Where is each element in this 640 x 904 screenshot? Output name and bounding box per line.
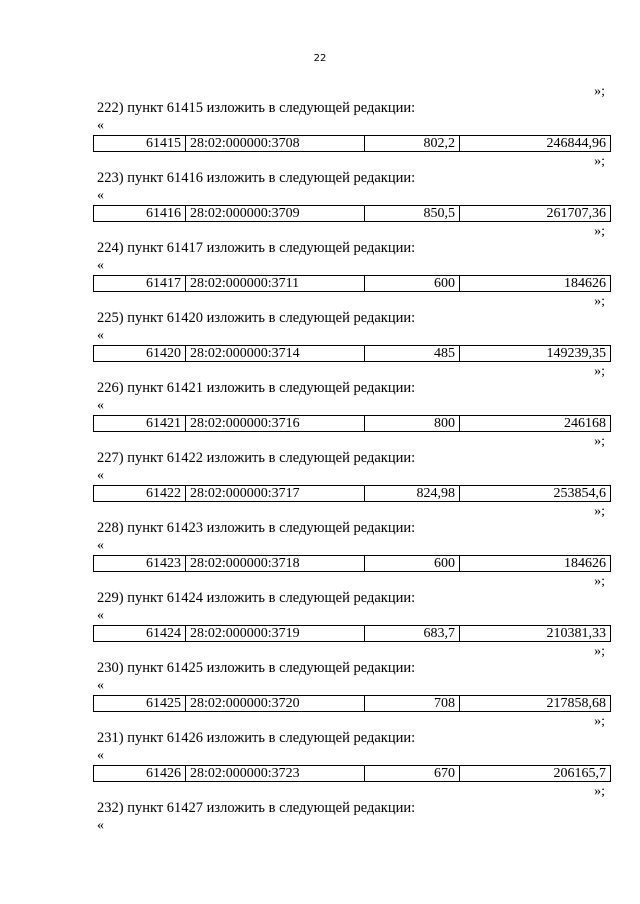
value-cell: 149239,35 [546, 346, 606, 361]
closing-quote: »; [594, 644, 605, 659]
cadastral-number-cell: 28:02:000000:3718 [186, 556, 365, 571]
closing-quote: »; [594, 364, 605, 379]
value-cell: 246168 [564, 416, 606, 431]
area-cell: 600 [365, 556, 460, 571]
amendment-heading: 231) пункт 61426 изложить в следующей редакции: [97, 730, 416, 746]
cadastral-number-cell: 28:02:000000:3714 [186, 346, 365, 361]
amendment-entry [0, 153, 640, 223]
table-row [93, 555, 611, 572]
amendment-entry [0, 503, 640, 573]
area-cell: 600 [365, 276, 460, 291]
closing-quote: »; [594, 154, 605, 169]
closing-quote: »; [594, 714, 605, 729]
item-number-cell: 61420 [94, 346, 186, 361]
table-row [93, 695, 611, 712]
closing-quote: »; [594, 784, 605, 799]
amendment-entry [0, 433, 640, 503]
table-row [93, 135, 611, 152]
value-cell: 184626 [564, 276, 606, 291]
amendment-entry [0, 573, 640, 643]
amendment-entry [0, 83, 640, 153]
value-cell: 184626 [564, 556, 606, 571]
amendment-heading: 226) пункт 61421 изложить в следующей редакции: [97, 380, 416, 396]
amendment-heading: 232) пункт 61427 изложить в следующей редакции: [97, 800, 416, 816]
table-row [93, 765, 611, 782]
opening-quote: « [97, 328, 104, 343]
amendment-heading: 224) пункт 61417 изложить в следующей редакции: [97, 240, 416, 256]
opening-quote: « [97, 188, 104, 203]
opening-quote: « [97, 538, 104, 553]
table-row [93, 275, 611, 292]
amendment-entry [0, 713, 640, 783]
amendment-entry [0, 223, 640, 293]
cadastral-number-cell: 28:02:000000:3723 [186, 766, 365, 781]
value-cell: 210381,33 [546, 626, 606, 641]
closing-quote: »; [594, 434, 605, 449]
opening-quote: « [97, 398, 104, 413]
page-number: 22 [313, 53, 327, 64]
closing-quote: »; [594, 574, 605, 589]
cadastral-number-cell: 28:02:000000:3708 [186, 136, 365, 151]
area-cell: 485 [365, 346, 460, 361]
table-row [93, 485, 611, 502]
value-cell: 253854,6 [553, 486, 606, 501]
value-cell: 246844,96 [546, 136, 606, 151]
item-number-cell: 61423 [94, 556, 186, 571]
item-number-cell: 61417 [94, 276, 186, 291]
amendment-entry [0, 643, 640, 713]
cadastral-number-cell: 28:02:000000:3709 [186, 206, 365, 221]
cadastral-number-cell: 28:02:000000:3716 [186, 416, 365, 431]
opening-quote: « [97, 118, 104, 133]
closing-quote: »; [594, 224, 605, 239]
value-cell: 261707,36 [546, 206, 606, 221]
item-number-cell: 61415 [94, 136, 186, 151]
area-cell: 850,5 [365, 206, 460, 221]
area-cell: 683,7 [365, 626, 460, 641]
item-number-cell: 61424 [94, 626, 186, 641]
amendment-heading: 223) пункт 61416 изложить в следующей редакции: [97, 170, 416, 186]
closing-quote: »; [594, 84, 605, 99]
table-row [93, 205, 611, 222]
amendment-heading: 225) пункт 61420 изложить в следующей редакции: [97, 310, 416, 326]
amendment-entry [0, 363, 640, 433]
item-number-cell: 61426 [94, 766, 186, 781]
amendment-heading: 222) пункт 61415 изложить в следующей редакции: [97, 100, 416, 116]
area-cell: 670 [365, 766, 460, 781]
area-cell: 708 [365, 696, 460, 711]
table-row [93, 625, 611, 642]
item-number-cell: 61422 [94, 486, 186, 501]
amendment-heading: 230) пункт 61425 изложить в следующей редакции: [97, 660, 416, 676]
amendment-heading: 229) пункт 61424 изложить в следующей редакции: [97, 590, 416, 606]
amendment-final [0, 783, 640, 843]
opening-quote: « [97, 468, 104, 483]
opening-quote: « [97, 678, 104, 693]
table-row [93, 415, 611, 432]
opening-quote: « [97, 748, 104, 763]
amendment-entry [0, 293, 640, 363]
cadastral-number-cell: 28:02:000000:3720 [186, 696, 365, 711]
amendment-heading: 228) пункт 61423 изложить в следующей редакции: [97, 520, 416, 536]
amendment-list [0, 83, 640, 783]
cadastral-number-cell: 28:02:000000:3711 [186, 276, 365, 291]
opening-quote: « [97, 608, 104, 623]
area-cell: 824,98 [365, 486, 460, 501]
closing-quote: »; [594, 504, 605, 519]
item-number-cell: 61416 [94, 206, 186, 221]
value-cell: 206165,7 [553, 766, 606, 781]
item-number-cell: 61425 [94, 696, 186, 711]
cadastral-number-cell: 28:02:000000:3719 [186, 626, 365, 641]
value-cell: 217858,68 [546, 696, 606, 711]
amendment-heading: 227) пункт 61422 изложить в следующей редакции: [97, 450, 416, 466]
closing-quote: »; [594, 294, 605, 309]
item-number-cell: 61421 [94, 416, 186, 431]
area-cell: 800 [365, 416, 460, 431]
area-cell: 802,2 [365, 136, 460, 151]
opening-quote: « [97, 818, 104, 833]
opening-quote: « [97, 258, 104, 273]
table-row [93, 345, 611, 362]
cadastral-number-cell: 28:02:000000:3717 [186, 486, 365, 501]
